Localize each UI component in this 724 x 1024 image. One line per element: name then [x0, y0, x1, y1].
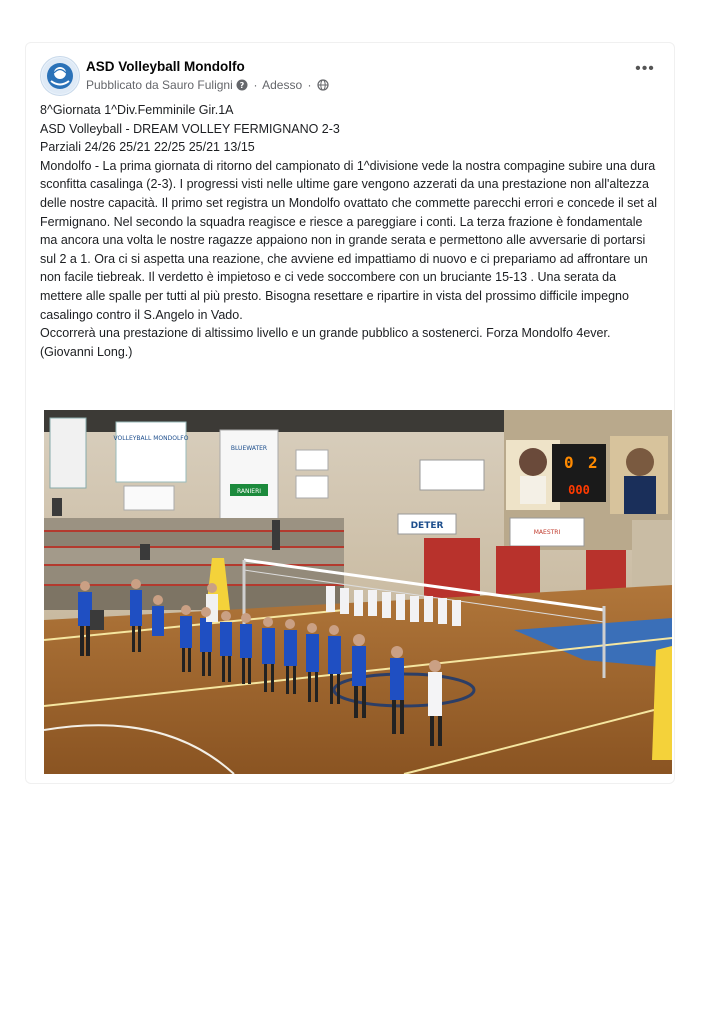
globe-icon[interactable] [317, 79, 329, 94]
gym-scene-image [44, 410, 672, 774]
post-line-title: 8^Giornata 1^Div.Femminile Gir.1A [40, 103, 234, 117]
published-by[interactable]: Pubblicato da Sauro Fuligni [86, 78, 233, 92]
svg-text:?: ? [239, 81, 245, 90]
post-timestamp[interactable]: Adesso [262, 78, 303, 92]
banner-text: VOLLEYBALL MONDOLFO [113, 435, 189, 442]
banner-text: BLUEWATER [230, 445, 268, 452]
page-name[interactable]: ASD Volleyball Mondolfo [86, 59, 245, 74]
more-options-button[interactable]: ••• [635, 60, 655, 77]
question-circle-icon[interactable] [236, 79, 248, 94]
scoreboard-time: 000 [568, 483, 590, 497]
banner-text: RANIERI [236, 488, 262, 495]
page-avatar[interactable] [40, 56, 80, 96]
post-line-match: ASD Volleyball - DREAM VOLLEY FERMIGNANO 2-3 [40, 121, 340, 136]
meta-separator: · [253, 78, 258, 92]
banner-text: MAESTRI [533, 529, 561, 536]
post-meta [86, 78, 329, 94]
post-text [40, 101, 660, 361]
volleyball-logo-icon [41, 57, 79, 95]
post-line-report: Mondolfo - La prima giornata di ritorno del campionato di 1^divisione vede la nostra compagine subire una dura sconfitta casalinga (2-3). I progressi visti nelle ultime gare vengono azzerati da una prestazione non all'altezza delle nostre capacità. Il primo set registra un Mondolfo ovattato che commette parecchi errori e concede il set al Fermignano. Nel secondo la squadra reagisce e riesce a pareggiare i conti. La terza frazione è fondamentale ma ancora una volta le nostre ragazze appaiono non in grande serata e permettono alle avversarie di portarsi sul 2 a 1. Ora ci si aspetta una reazione, che avviene ed impattiamo di nuovo e ci prepariamo ad affrontare un non facile tiebreak. Il verdetto è impietoso e ci vede soccombere con un bruciante 15-13 . Una serata da mettere alle spalle per tutti al più presto. Bisogna resettare e ripartire in vista del prossimo difficile impegno casalingo contro il S.Angelo in Vado. [40, 158, 657, 322]
scoreboard-left: 0 [564, 453, 574, 472]
post-line-sets: Parziali 24/26 25/21 22/25 25/21 13/15 [40, 140, 255, 155]
post-photo[interactable] [44, 410, 672, 774]
meta-separator: · [307, 78, 312, 92]
scoreboard-right: 2 [588, 453, 598, 472]
post-line-closing: Occorrerà una prestazione di altissimo livello e un grande pubblico a sostenerci. Forza Mondolfo 4ever. (Giovanni Long.) [40, 326, 611, 359]
banner-text: DETER [410, 521, 444, 531]
post-header [40, 56, 660, 96]
